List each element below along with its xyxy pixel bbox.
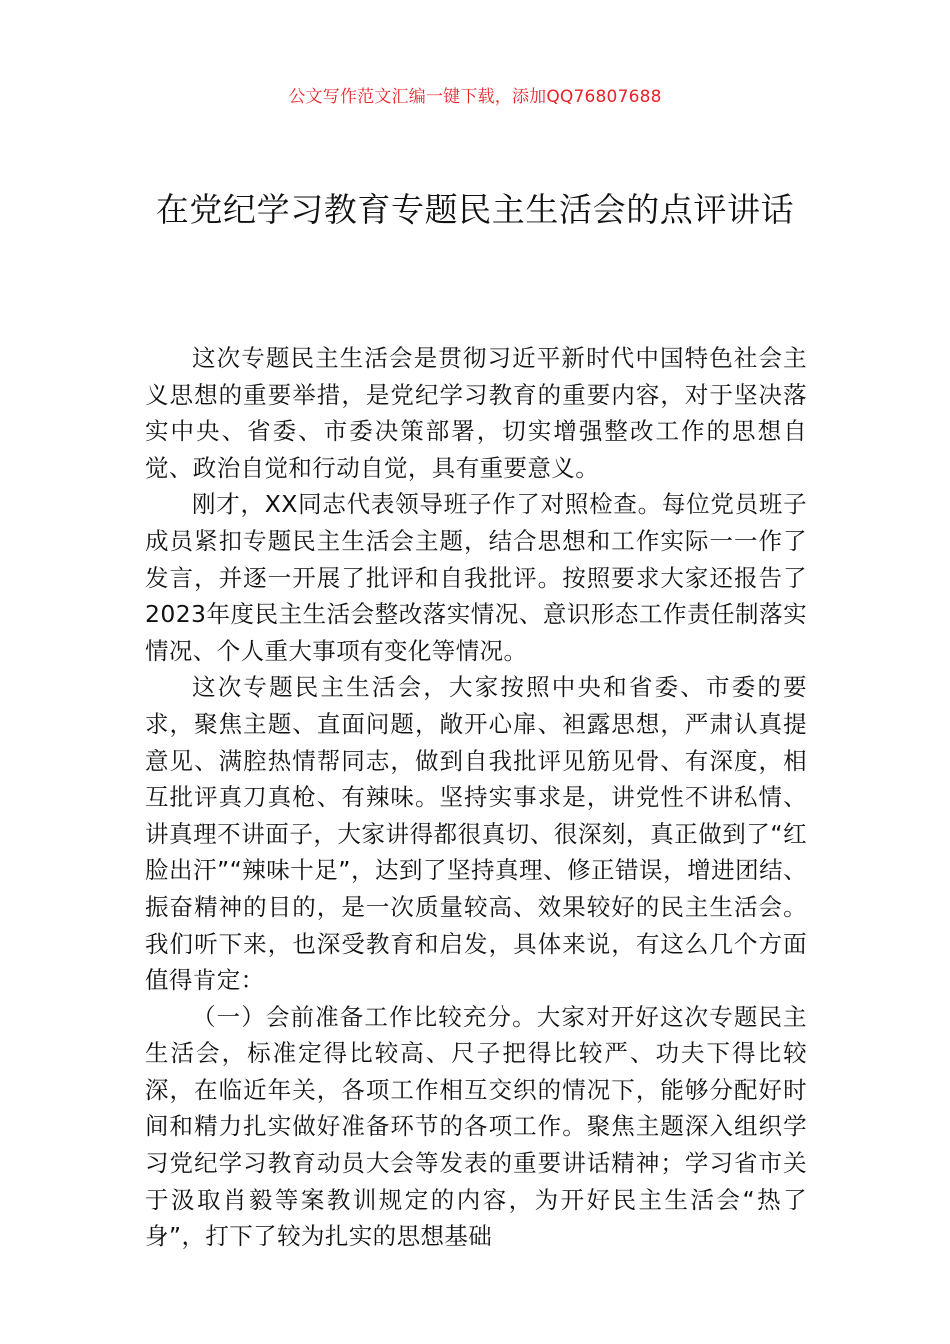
document-title: 在党纪学习教育专题民主生活会的点评讲话	[155, 190, 795, 229]
paragraph: 这次专题民主生活会是贯彻习近平新时代中国特色社会主义思想的重要举措，是党纪学习教育的重要内容，对于坚决落实中央、省委、市委决策部署，切实增强整改工作的思想自觉、政治自觉和行动自觉，具有重要意义。	[145, 344, 807, 482]
header-note: 公文写作范文汇编一键下载，添加QQ76807688	[288, 87, 662, 107]
paragraph: 刚才，XX同志代表领导班子作了对照检查。每位党员班子成员紧扣专题民主生活会主题，结合思想和工作实际一一作了发言，并逐一开展了批评和自我批评。按照要求大家还报告了2023年度民主生活会整改落实情况、意识形态工作责任制落实情况、个人重大事项有变化等情况。	[145, 490, 807, 665]
document-body	[145, 340, 807, 1255]
paragraph: 这次专题民主生活会，大家按照中央和省委、市委的要求，聚焦主题、直面问题，敞开心扉、袒露思想，严肃认真提意见、满腔热情帮同志，做到自我批评见筋见骨、有深度，相互批评真刀真枪、有辣味。坚持实事求是，讲党性不讲私情、讲真理不讲面子，大家讲得都很真切、很深刻，真正做到了“红脸出汗”“辣味十足”，达到了坚持真理、修正错误，增进团结、振奋精神的目的，是一次质量较高、效果较好的民主生活会。我们听下来，也深受教育和启发，具体来说，有这么几个方面值得肯定：	[145, 673, 807, 995]
paragraph: （一）会前准备工作比较充分。大家对开好这次专题民主生活会，标准定得比较高、尺子把得比较严、功夫下得比较深，在临近年关，各项工作相互交织的情况下，能够分配好时间和精力扎实做好准备环节的各项工作。聚焦主题深入组织学习党纪学习教育动员大会等发表的重要讲话精神；学习省市关于汲取肖毅等案教训规定的内容，为开好民主生活会“热了身”，打下了较为扎实的思想基础	[145, 1002, 807, 1251]
